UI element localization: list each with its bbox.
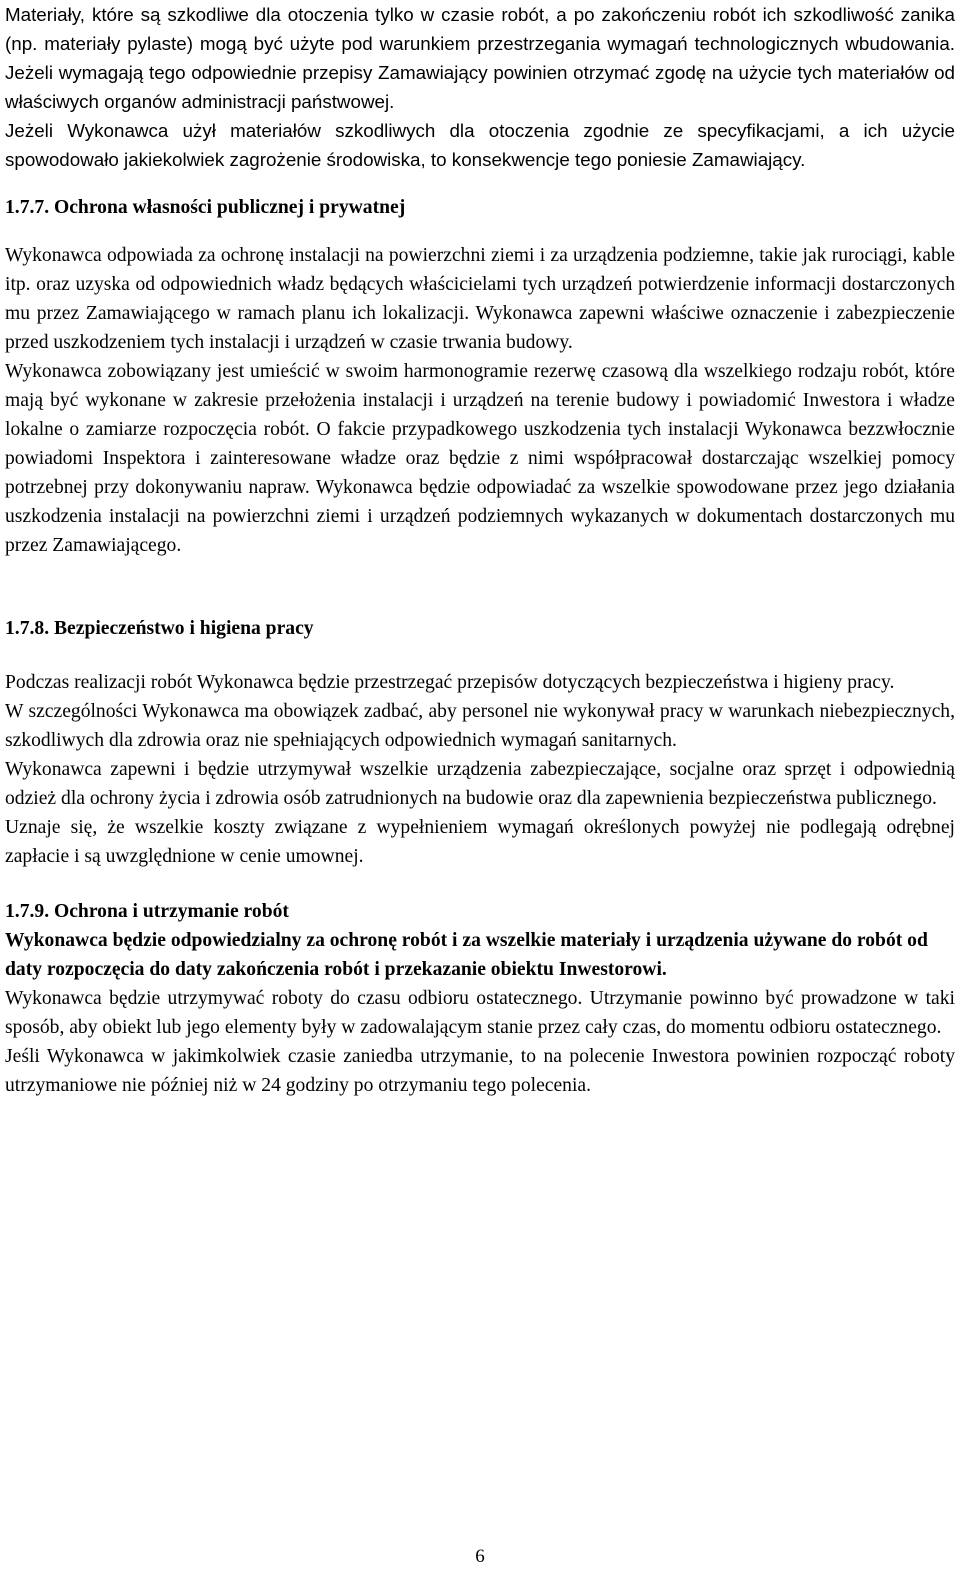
section-heading-1-7-7: 1.7.7. Ochrona własności publicznej i prywatnej — [5, 197, 406, 218]
section-1-7-8-paragraph-3: Wykonawca zapewni i będzie utrzymywał wszelkie urządzenia zabezpieczające, socjalne oraz sprzęt i odpowiednią odzież dla ochrony życia i zdrowia osób zatrudnionych na budowie oraz dla zapewnienia bezpieczeństwa publicznego. — [5, 759, 955, 809]
section-1-7-8-paragraph-4: Uznaje się, że wszelkie koszty związane z wypełnieniem wymagań określonych powyżej nie podlegają odrębnej zapłacie i są uwzględnione w cenie umownej. — [5, 817, 955, 867]
section-1-7-8-paragraph-2: W szczególności Wykonawca ma obowiązek zadbać, aby personel nie wykonywał pracy w warunkach niebezpiecznych, szkodliwych dla zdrowia oraz nie spełniających odpowiednich wymagań sanitarnych. — [5, 701, 955, 751]
section-1-7-9-bold-paragraph: Wykonawca będzie odpowiedzialny za ochronę robót i za wszelkie materiały i urządzenia używane do robót od daty rozpoczęcia do daty zakończenia robót i przekazanie obiektu Inwestorowi. — [5, 930, 928, 980]
section-1-7-9-paragraph-2: Jeśli Wykonawca w jakimkolwiek czasie zaniedba utrzymanie, to na polecenie Inwestora powinien rozpocząć roboty utrzymaniowe nie później niż w 24 godziny po otrzymaniu tego polecenia. — [5, 1046, 955, 1096]
page-number: 6 — [475, 1546, 485, 1567]
section-heading-1-7-9: 1.7.9. Ochrona i utrzymanie robót — [5, 901, 289, 922]
section-1-7-7-paragraph-2: Wykonawca zobowiązany jest umieścić w swoim harmonogramie rezerwę czasową dla wszelkiego rodzaju robót, które mają być wykonane w zakresie przełożenia instalacji i urządzeń na terenie budowy i powiadomić Inwestora i władze lokalne o zamiarze rozpoczęcia robót. O fakcie przypadkowego uszkodzenia tych instalacji Wykonawca bezzwłocznie powiadomi Inspektora i zainteresowane władze oraz będzie z nimi współpracował dostarczając wszelkiej pomocy potrzebnej przy dokonywaniu napraw. Wykonawca będzie odpowiadać za wszelkie spowodowane przez jego działania uszkodzenia instalacji na powierzchni ziemi i urządzeń podziemnych wykazanych w dokumentach dostarczonych mu przez Zamawiającego. — [5, 361, 955, 556]
section-1-7-9-paragraph-1: Wykonawca będzie utrzymywać roboty do czasu odbioru ostatecznego. Utrzymanie powinno być prowadzone w taki sposób, aby obiekt lub jego elementy były w zadowalającym stanie przez cały czas, do momentu odbioru ostatecznego. — [5, 988, 955, 1038]
section-1-7-8-paragraph-1: Podczas realizacji robót Wykonawca będzie przestrzegać przepisów dotyczących bezpieczeństwa i higieny pracy. — [5, 672, 895, 693]
intro-paragraph-2: Jeżeli Wykonawca użył materiałów szkodliwych dla otoczenia zgodnie ze specyfikacjami, a ich użycie spowodowało jakiekolwiek zagrożenie środowiska, to konsekwencje tego poniesie Zamawiający. — [5, 120, 955, 170]
section-heading-1-7-8: 1.7.8. Bezpieczeństwo i higiena pracy — [5, 618, 314, 639]
document-page — [5, 0, 955, 1100]
intro-paragraph-1: Materiały, które są szkodliwe dla otoczenia tylko w czasie robót, a po zakończeniu robót ich szkodliwość zanika (np. materiały pylaste) mogą być użyte pod warunkiem przestrzegania wymagań technologicznych wbudowania. Jeżeli wymagają tego odpowiednie przepisy Zamawiający powinien otrzymać zgodę na użycie tych materiałów od właściwych organów administracji państwowej. — [5, 4, 955, 112]
section-1-7-7-paragraph-1: Wykonawca odpowiada za ochronę instalacji na powierzchni ziemi i za urządzenia podziemne, takie jak rurociągi, kable itp. oraz uzyska od odpowiednich władz będących właścicielami tych urządzeń potwierdzenie informacji dostarczonych mu przez Zamawiającego w ramach planu ich lokalizacji. Wykonawca zapewni właściwe oznaczenie i zabezpieczenie przed uszkodzeniem tych instalacji i urządzeń w czasie trwania budowy. — [5, 245, 955, 353]
